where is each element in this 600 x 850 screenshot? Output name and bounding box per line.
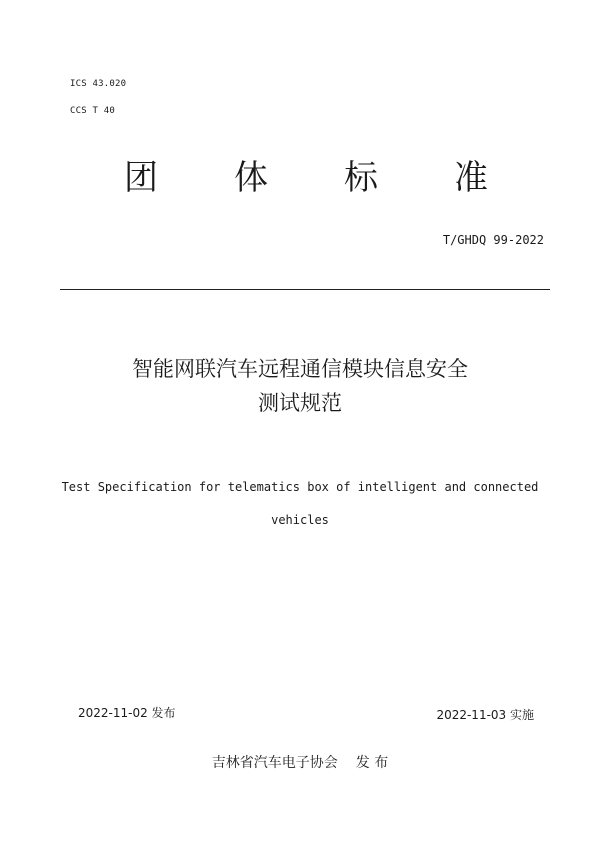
publisher <box>0 752 600 772</box>
document-type-char: 体 <box>234 158 268 198</box>
ccs-code: CCS T 40 <box>70 106 115 116</box>
document-type-char: 标 <box>344 158 378 198</box>
ics-code: ICS 43.020 <box>70 79 127 89</box>
english-title-line: Test Specification for telematics box of intelligent and connected <box>61 480 539 494</box>
divider-line <box>60 289 550 290</box>
chinese-title-line: 测试规范 <box>258 391 342 415</box>
standard-number: T/GHDQ 99-2022 <box>442 233 544 247</box>
document-type <box>0 152 600 204</box>
english-title-line: vehicles <box>271 513 329 527</box>
document-type-char: 准 <box>454 158 488 198</box>
publish-date: 2022-11-02 发布 <box>78 706 176 720</box>
publisher-action: 发 布 <box>355 755 389 771</box>
implement-date: 2022-11-03 实施 <box>436 708 534 722</box>
publisher-name: 吉林省汽车电子协会 <box>211 755 338 771</box>
chinese-title-line: 智能网联汽车远程通信模块信息安全 <box>132 357 468 381</box>
document-type-char: 团 <box>124 158 158 198</box>
chinese-title <box>0 352 600 420</box>
